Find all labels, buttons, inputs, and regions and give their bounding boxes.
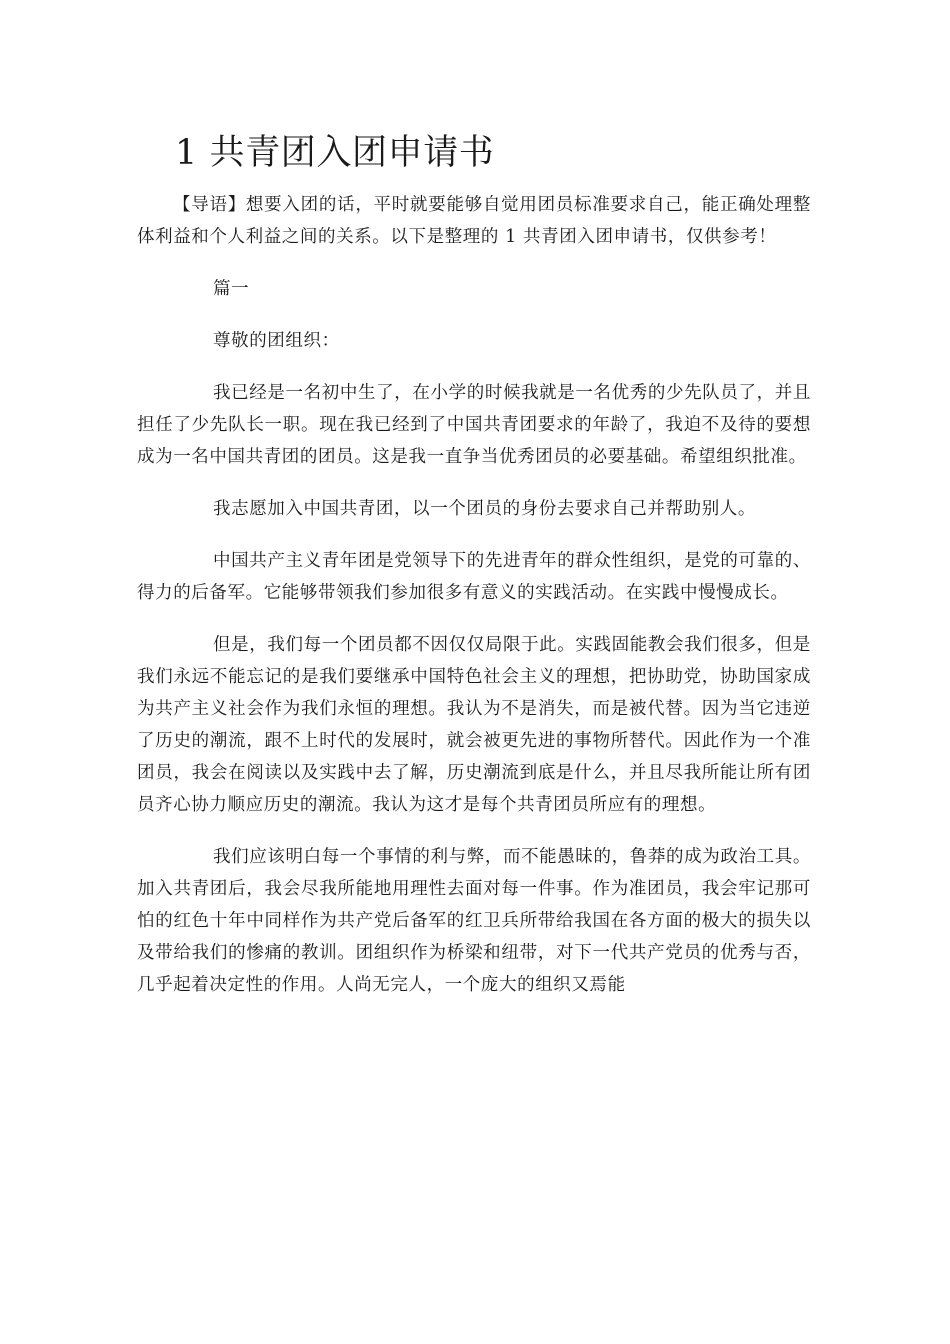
body-paragraph: 中国共产主义青年团是党领导下的先进青年的群众性组织，是党的可靠的、得力的后备军。它能够带领我们参加很多有意义的实践活动。在实践中慢慢成长。 bbox=[137, 551, 811, 603]
intro-paragraph: 【导语】想要入团的话，平时就要能够自觉用团员标准要求自己，能正确处理整体利益和个人利益之间的关系。以下是整理的 1 共青团入团申请书，仅供参考！ bbox=[137, 195, 811, 247]
body-paragraph: 但是，我们每一个团员都不因仅仅局限于此。实践固能教会我们很多，但是我们永远不能忘记的是我们要继承中国特色社会主义的理想，把协助党，协助国家成为共产主义社会作为我们永恒的理想。我认为不是消失，而是被代替。因为当它违逆了历史的潮流，跟不上时代的发展时，就会被更先进的事物所替代。因此作为一个准团员，我会在阅读以及实践中去了解，历史潮流到底是什么，并且尽我所能让所有团员齐心协力顺应历史的潮流。我认为这才是每个共青团员所应有的理想。 bbox=[137, 635, 811, 815]
section-title: 篇一 bbox=[213, 279, 250, 299]
document-title: 1 共青团入团申请书 bbox=[175, 133, 495, 173]
body-paragraph: 我志愿加入中国共青团，以一个团员的身份去要求自己并帮助别人。 bbox=[213, 499, 756, 519]
body-paragraph: 我已经是一名初中生了，在小学的时候我就是一名优秀的少先队员了，并且担任了少先队长一职。现在我已经到了中国共青团要求的年龄了，我迫不及待的要想成为一名中国共青团的团员。这是我一直争当优秀团员的必要基础。希望组织批准。 bbox=[137, 383, 811, 467]
document-body bbox=[137, 133, 811, 1001]
body-paragraph: 我们应该明白每一个事情的利与弊，而不能愚昧的，鲁莽的成为政治工具。加入共青团后，我会尽我所能地用理性去面对每一件事。作为准团员，我会牢记那可怕的红色十年中同样作为共产党后备军的红卫兵所带给我国在各方面的极大的损失以及带给我们的惨痛的教训。团组织作为桥梁和纽带，对下一代共产党员的优秀与否，几乎起着决定性的作用。人尚无完人，一个庞大的组织又焉能 bbox=[137, 847, 811, 995]
salutation: 尊敬的团组织： bbox=[213, 331, 340, 351]
